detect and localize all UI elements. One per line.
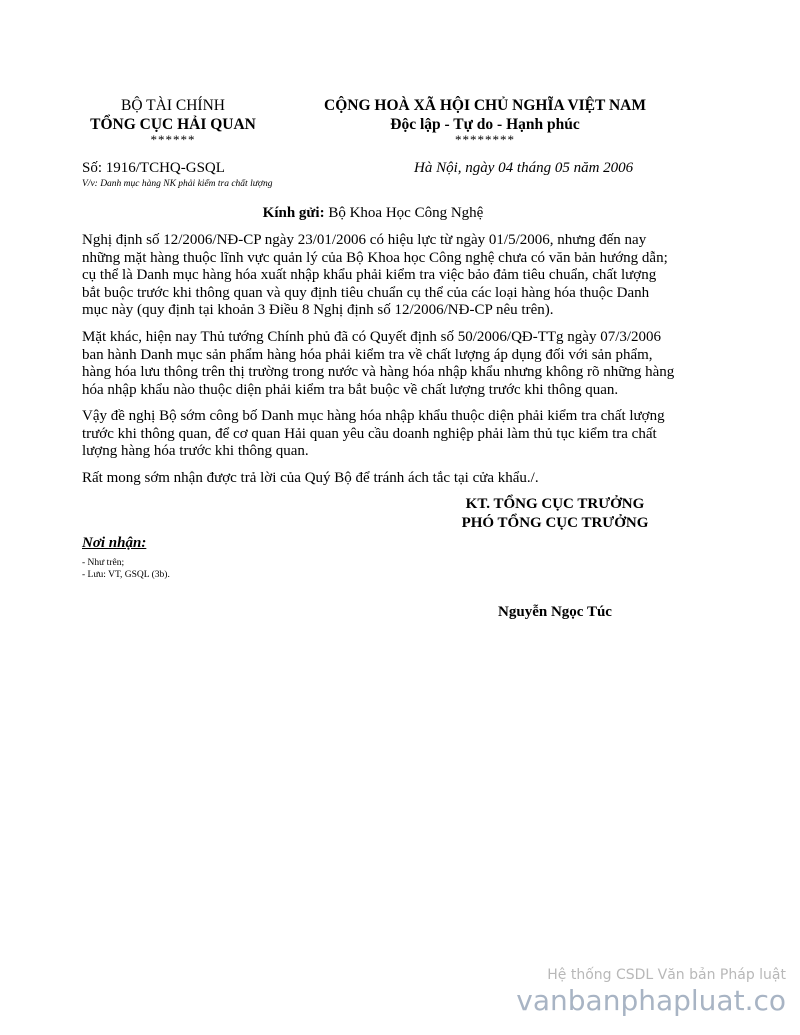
recipients-title: Nơi nhận: [82,535,147,551]
motto: Độc lập - Tự do - Hạnh phúc [390,116,580,133]
document-subject: V/v: Danh mục hàng NK phải kiểm tra chất lượng [82,179,273,189]
header-left-stars: ****** [150,132,196,147]
watermark-caption: Hệ thống CSDL Văn bản Pháp luật [547,967,786,983]
recipient-item: - Lưu: VT, GSQL (3b). [82,570,170,580]
nation-name: CỘNG HOÀ XÃ HỘI CHỦ NGHĨA VIỆT NAM [324,97,646,114]
recipient-item: - Như trên; [82,558,125,568]
department-name: TỔNG CỤC HẢI QUAN [90,116,256,133]
recipient-name: Bộ Khoa Học Công Nghệ [328,205,484,221]
national-motto-block [300,96,670,146]
body-paragraph: Mặt khác, hiện nay Thủ tướng Chính phủ đã có Quyết định số 50/2006/QĐ-TTg ngày 07/3/2006 ban hành Danh mục sản phẩm hàng hóa phải kiểm tra về chất lượng áp dụng đối với sản phẩm, hàng hóa lưu thông trên thị trường trong nước và hàng hóa nhập khẩu nhưng không rõ những hàng hóa nhập khẩu nào thuộc diện phải kiểm tra bắt buộc về chất lượng trước khi thông quan. [82,329,675,398]
signature-title-2: PHÓ TỔNG CỤC TRƯỞNG [461,515,649,531]
document-number: Số: 1916/TCHQ-GSQL [82,160,225,176]
signature-title-block [420,495,690,533]
signature-title-1: KT. TỔNG CỤC TRƯỞNG [465,496,645,512]
watermark-url: vanbanphapluat.co [516,984,786,1017]
site-watermark [516,966,786,1018]
signer-name: Nguyễn Ngọc Túc [498,604,612,620]
recipient-label: Kính gửi: [262,205,325,221]
recipients-list [82,557,170,581]
header-right-stars: ******** [455,132,515,147]
issuing-agency-block [78,96,268,146]
date-line: Hà Nội, ngày 04 tháng 05 năm 2006 [414,160,634,176]
ministry-name: BỘ TÀI CHÍNH [121,97,225,114]
body-paragraph: Rất mong sớm nhận được trả lời của Quý Bộ để tránh ách tắc tại cửa khẩu./. [82,470,539,486]
body-paragraph: Vậy đề nghị Bộ sớm công bố Danh mục hàng hóa nhập khẩu thuộc diện phải kiểm tra chất lượng trước khi thông quan, để cơ quan Hải quan yêu cầu doanh nghiệp phải làm thủ tục kiểm tra chất lượng hàng hóa trước khi thông quan. [82,408,665,459]
recipient-line [80,205,666,222]
body-paragraph: Nghị định số 12/2006/NĐ-CP ngày 23/01/2006 có hiệu lực từ ngày 01/5/2006, nhưng đến nay những mặt hàng thuộc lĩnh vực quản lý của Bộ Khoa học Công nghệ chưa có văn bản hướng dẫn; cụ thể là Danh mục hàng hóa xuất nhập khẩu phải kiểm tra việc bảo đảm tiêu chuẩn, chất lượng bắt buộc trước khi thông quan và quy định tiêu chuẩn cụ thể của các loại hàng hóa thuộc Danh mục này (quy định tại khoản 3 Điều 8 Nghị định số 12/2006/NĐ-CP nêu trên). [82,232,668,318]
